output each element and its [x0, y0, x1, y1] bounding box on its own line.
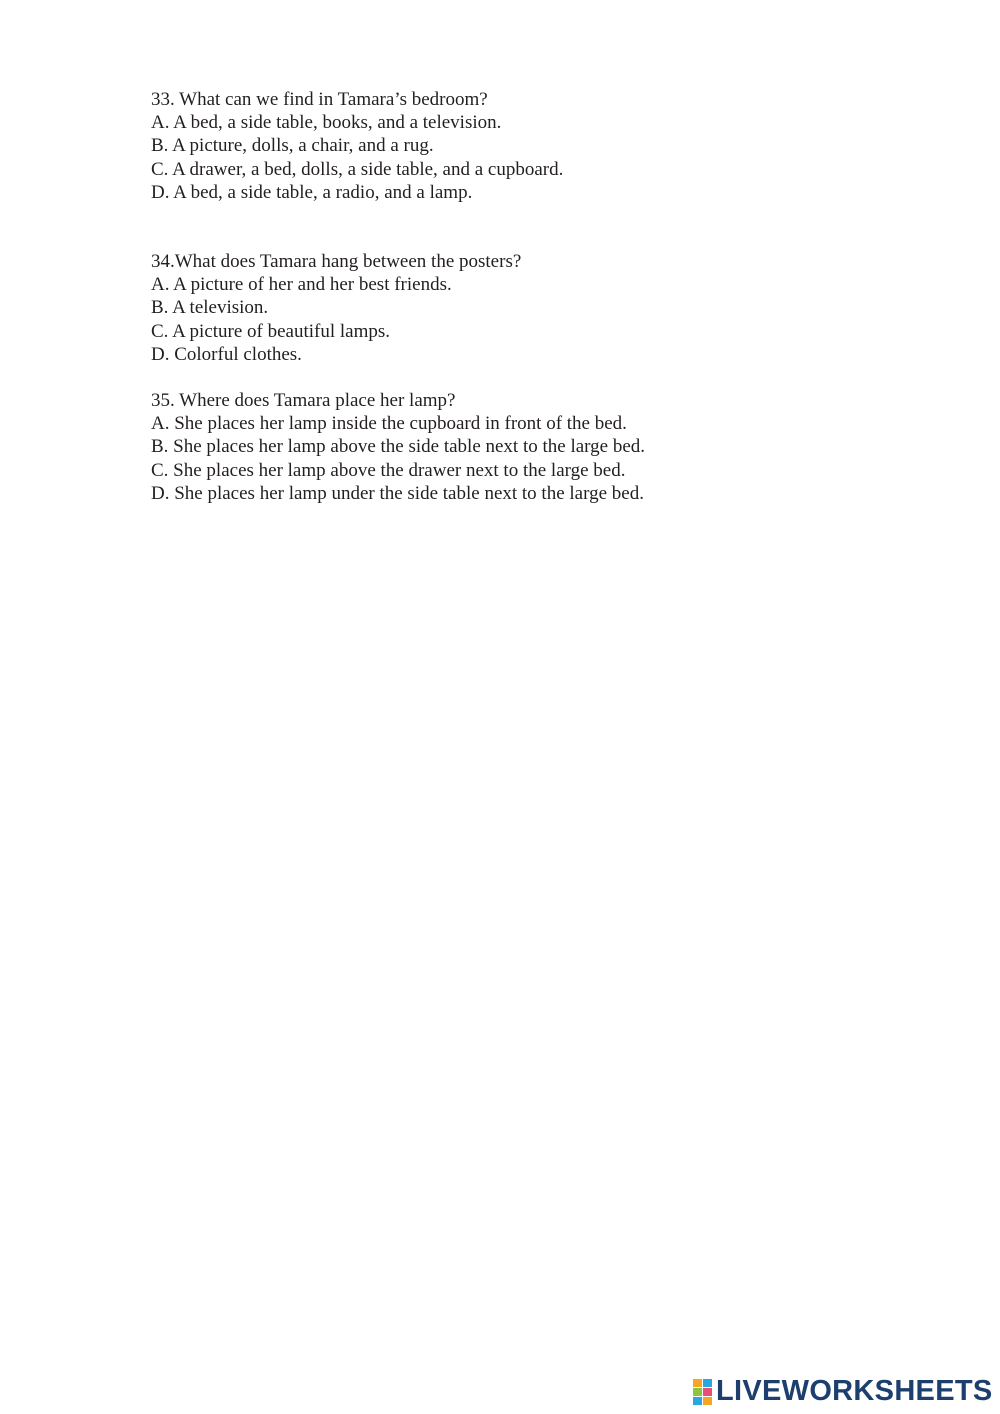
answer-option-c: C. A drawer, a bed, dolls, a side table, and a cupboard.: [151, 158, 564, 180]
answer-option-c: C. She places her lamp above the drawer next to the large bed.: [151, 459, 626, 481]
answer-option-d: D. A bed, a side table, a radio, and a lamp.: [151, 181, 473, 203]
liveworksheets-brand: [693, 1374, 993, 1408]
answer-option-a: A. She places her lamp inside the cupboard in front of the bed.: [151, 413, 627, 435]
brand-name: LIVEWORKSHEETS: [716, 1375, 993, 1407]
answer-option-c: C. A picture of beautiful lamps.: [151, 320, 391, 342]
answer-option-d: D. Colorful clothes.: [151, 343, 302, 365]
answer-option-d: D. She places her lamp under the side table next to the large bed.: [151, 482, 644, 504]
question-prompt: 33. What can we find in Tamara’s bedroom?: [151, 89, 488, 110]
answer-option-b: B. She places her lamp above the side table next to the large bed.: [151, 436, 646, 458]
question-34: [151, 250, 911, 366]
question-prompt: 34.What does Tamara hang between the posters?: [151, 251, 522, 272]
answer-option-a: A. A picture of her and her best friends.: [151, 274, 452, 296]
question-33: [151, 88, 911, 204]
question-35: [151, 389, 911, 505]
question-prompt: 35. Where does Tamara place her lamp?: [151, 390, 456, 411]
liveworksheets-logo-icon: [693, 1378, 713, 1404]
answer-option-b: B. A picture, dolls, a chair, and a rug.: [151, 135, 434, 157]
answer-option-a: A. A bed, a side table, books, and a television.: [151, 112, 502, 134]
answer-option-b: B. A television.: [151, 297, 269, 319]
